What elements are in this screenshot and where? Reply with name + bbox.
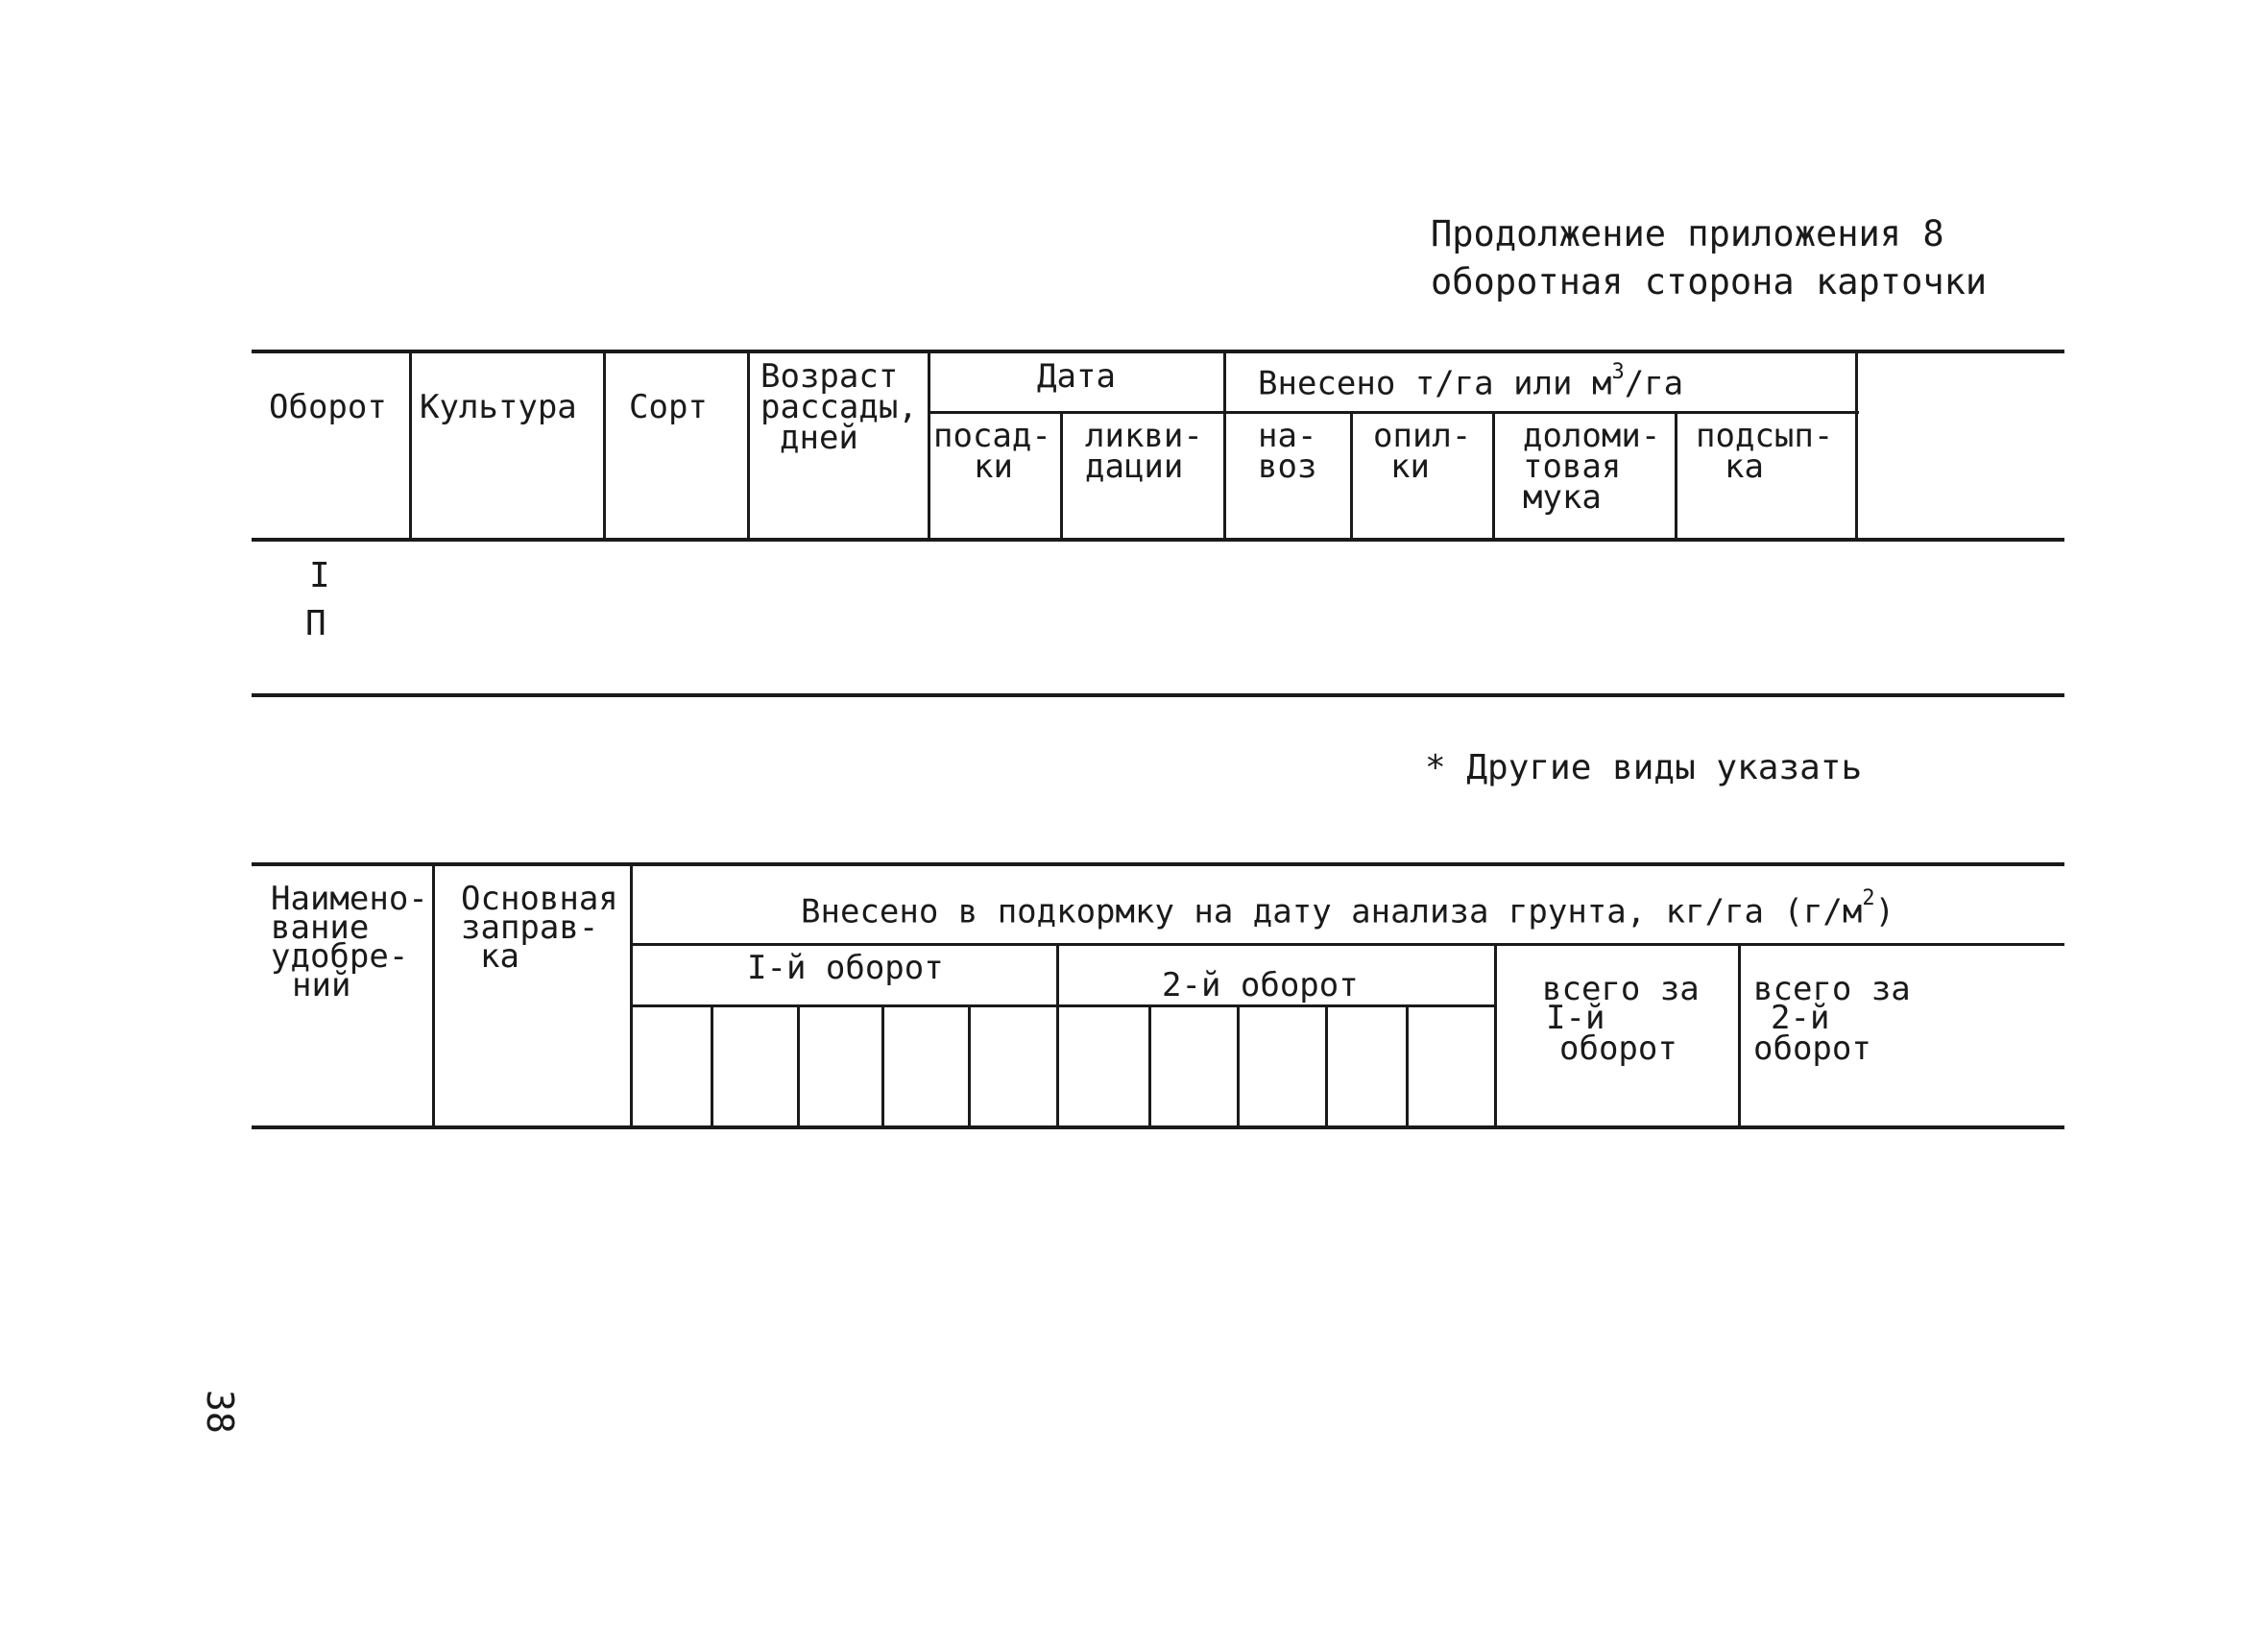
col-header-kultura: Культура	[420, 388, 577, 426]
table2-vline	[1148, 1004, 1151, 1127]
group-header-vneseno-sup: 3	[1611, 360, 1625, 384]
table2-vline	[1406, 1004, 1409, 1127]
table2-group-divider	[632, 943, 2064, 946]
col-header-vozrast-line3: дней	[780, 419, 858, 457]
row-label-1: I	[309, 556, 330, 595]
col-header-total1-line2: I-й	[1546, 999, 1605, 1037]
table2-bottom-border	[252, 1125, 2064, 1129]
page-number: 38	[198, 1390, 241, 1434]
group-header-podkormka-tail: )	[1874, 892, 1895, 931]
group-header-podkormka-text: Внесено в подкормку на дату анализа грунта, кг/га (г/м	[801, 892, 1863, 931]
table2-top-border	[252, 862, 2064, 866]
col-header-podsypka-line1: подсып-	[1696, 417, 1834, 455]
table2-sub-divider	[632, 1004, 1496, 1007]
col-header-vozrast-line2: рассады,	[760, 388, 918, 426]
col-header-total2-line3: оборот	[1753, 1029, 1871, 1068]
table1-vline	[1223, 350, 1226, 540]
group-header-vneseno-text: Внесено т/га или м	[1258, 364, 1612, 403]
table1-vline	[1060, 411, 1063, 540]
table1-bottom-border	[252, 693, 2064, 697]
col-header-opilki-line2: ки	[1390, 448, 1430, 486]
table2-vline	[797, 1004, 800, 1127]
col-header-naim-line3: удобре-	[271, 937, 409, 976]
group-header-vneseno-tail: /га	[1624, 364, 1684, 403]
group-header-podkormka-sup: 2	[1862, 886, 1875, 910]
col-header-total2-line1: всего за	[1753, 970, 1911, 1008]
table2-vline	[881, 1004, 884, 1127]
table1-header-bottom-border	[252, 538, 2064, 542]
table2-vline	[1237, 1004, 1240, 1127]
table2-vline	[432, 862, 435, 1127]
table2-vline	[1056, 943, 1059, 1127]
appendix-subtitle: оборотная сторона карточки	[1431, 261, 1988, 302]
table1-vline	[603, 350, 606, 540]
col-header-likvidacii-line1: ликви-	[1085, 417, 1203, 455]
col-header-opilki-line1: опил-	[1373, 417, 1472, 455]
table1-vline	[1675, 411, 1677, 540]
col-header-osn-line3: ка	[480, 937, 519, 976]
row-label-2: П	[305, 604, 326, 643]
col-header-dolomit-line1: доломи-	[1523, 417, 1661, 455]
col-header-podsypka-line2: ка	[1725, 448, 1764, 486]
table1-vline	[747, 350, 750, 540]
sub-header-oborot-2: 2-й оборот	[1162, 966, 1359, 1004]
col-header-likvidacii-line2: дации	[1085, 448, 1184, 486]
col-header-osn-line2: заправ-	[461, 908, 599, 947]
table2-vline	[630, 862, 633, 1127]
group-header-podkormka	[801, 886, 1895, 931]
table2-vline	[711, 1004, 713, 1127]
table2-vline	[1494, 943, 1497, 1127]
col-header-osn-line1: Основная	[461, 880, 618, 918]
col-header-naim-line1: Наимено-	[271, 880, 428, 918]
col-header-navoz-line2: воз	[1258, 448, 1317, 486]
appendix-title: Продолжение приложения 8	[1431, 213, 1944, 254]
col-header-dolomit-line3: мука	[1523, 478, 1602, 517]
col-header-naim-line4: ний	[292, 966, 351, 1004]
col-header-vozrast-line1: Возраст	[760, 357, 899, 396]
col-header-naim-line2: вание	[271, 908, 370, 947]
group-header-data: Дата	[1037, 357, 1116, 396]
col-header-navoz-line1: на-	[1258, 417, 1317, 455]
table1-top-border	[252, 350, 2064, 353]
col-header-total2-line2: 2-й	[1771, 999, 1830, 1037]
table1-vline	[1492, 411, 1495, 540]
footnote: * Другие виды указать	[1425, 748, 1863, 787]
col-header-posadki-line2: ки	[974, 448, 1013, 486]
table1-group-divider	[929, 411, 1859, 414]
col-header-posadki-line1: посад-	[933, 417, 1051, 455]
col-header-total1-line1: всего за	[1542, 970, 1700, 1008]
col-header-dolomit-line2: товая	[1523, 448, 1622, 486]
col-header-total1-line3: оборот	[1559, 1029, 1677, 1068]
table2-vline	[1325, 1004, 1328, 1127]
table2-vline	[1738, 943, 1741, 1127]
table1-vline	[409, 350, 412, 540]
table2-vline	[968, 1004, 971, 1127]
table1-vline	[1855, 350, 1858, 540]
group-header-vneseno	[1258, 360, 1684, 403]
col-header-sort: Сорт	[629, 388, 708, 426]
col-header-oborot: Оборот	[269, 388, 387, 426]
table1-vline	[1350, 411, 1353, 540]
sub-header-oborot-1: I-й оборот	[747, 949, 944, 987]
